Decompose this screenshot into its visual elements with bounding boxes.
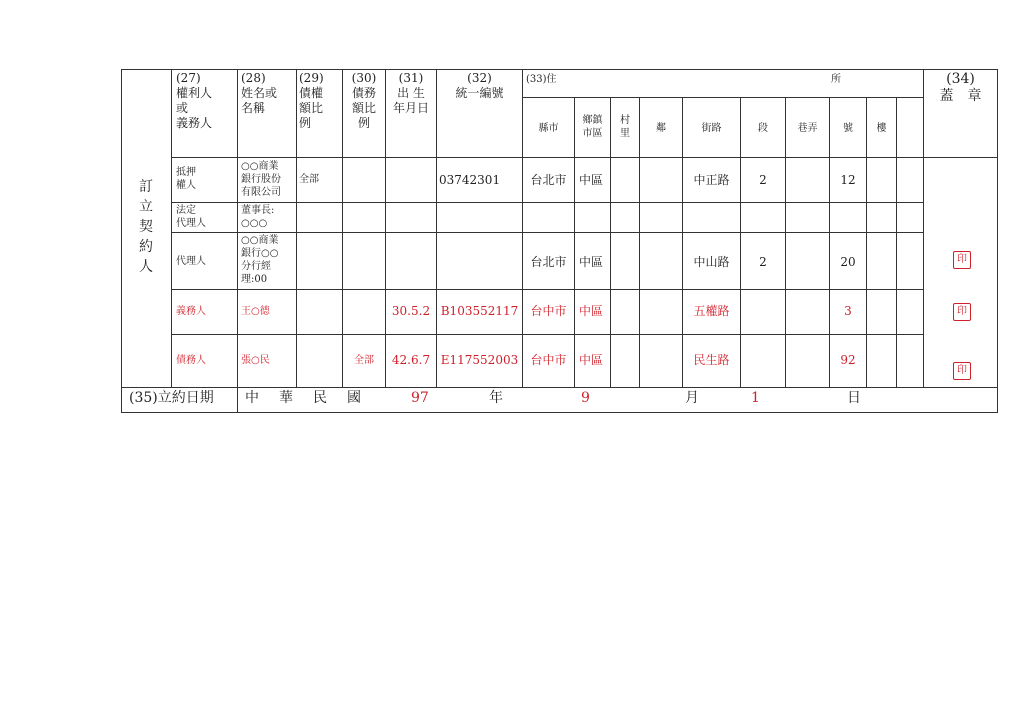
row-4-seal-stamp: 印: [953, 303, 971, 321]
header-id-number: (32) 統一編號: [455, 71, 504, 100]
header-seal-label: 蓋 章: [939, 88, 982, 104]
row-4-id-number: B103552117: [440, 304, 519, 318]
row-5-street: 民生路: [693, 353, 730, 367]
row-5-birth-date: 42.6.7: [391, 353, 431, 367]
row-2-name: 董事長: ○○○: [241, 205, 275, 229]
row-4-number: 3: [844, 304, 852, 318]
row-3-name: ○○商業 銀行○○ 分行經 理:00: [241, 235, 279, 285]
era-char-1: 中: [245, 390, 259, 406]
row-1-district: 中區: [579, 173, 604, 187]
era-char-3: 民: [313, 390, 327, 406]
subheader-neighborhood: 鄰: [656, 123, 666, 134]
row-5-district: 中區: [579, 353, 604, 367]
row-3-section: 2: [759, 255, 767, 269]
contract-day: 1: [751, 390, 760, 406]
month-unit: 月: [685, 390, 699, 406]
subheader-township: 鄉鎮 市區: [582, 115, 603, 139]
row-3-number: 20: [840, 255, 856, 269]
row-1-name: ○○商業 銀行股份 有限公司: [241, 161, 281, 198]
row-3-seal-stamp: 印: [953, 251, 971, 269]
row-4-birth-date: 30.5.2: [391, 304, 431, 318]
subheader-number: 號: [843, 123, 853, 134]
row-1-county: 台北市: [530, 173, 567, 187]
header-rights-or-obligation: (27) 權利人 或 義務人: [176, 71, 213, 130]
row-1-role: 抵押 權人: [176, 167, 196, 191]
row-1-credit-ratio: 全部: [299, 174, 319, 185]
header-address: (33)住: [526, 74, 557, 85]
contract-party-side-label: 訂 立 契 約 人: [139, 179, 153, 275]
header-seal-number: (34): [946, 71, 975, 87]
subheader-county: 縣市: [538, 123, 559, 134]
era-char-2: 華: [279, 390, 293, 406]
subheader-village: 村 里: [620, 115, 630, 139]
row-1-number: 12: [840, 173, 856, 187]
contract-year: 97: [411, 390, 429, 406]
row-3-district: 中區: [579, 255, 604, 269]
header-birth-date: (31) 出 生 年月日: [392, 71, 429, 115]
subheader-street: 街路: [701, 123, 722, 134]
year-unit: 年: [489, 390, 503, 406]
row-4-name: 王○德: [241, 306, 270, 317]
subheader-lane: 巷弄: [797, 123, 818, 134]
subheader-floor: 樓: [876, 123, 887, 134]
header-debt-ratio: (30) 債務 額比 例: [351, 71, 377, 130]
row-5-name: 張○民: [241, 355, 270, 366]
contract-party-form: [121, 69, 998, 413]
day-unit: 日: [847, 390, 861, 406]
row-5-debt-ratio: 全部: [354, 355, 374, 366]
row-1-street: 中正路: [693, 173, 730, 187]
row-5-seal-stamp: 印: [953, 362, 971, 380]
row-1-section: 2: [759, 173, 767, 187]
era-char-4: 國: [347, 390, 361, 406]
row-5-id-number: E117552003: [440, 353, 519, 367]
row-1-id-number: 03742301: [439, 173, 501, 187]
contract-date-label: (35)立約日期: [129, 390, 214, 406]
row-3-street: 中山路: [693, 255, 730, 269]
contract-month: 9: [581, 390, 590, 406]
row-3-role: 代理人: [176, 256, 206, 267]
row-4-county: 台中市: [530, 304, 567, 318]
header-name: (28) 姓名或 名稱: [241, 71, 278, 115]
row-4-street: 五權路: [693, 304, 730, 318]
row-2-role: 法定 代理人: [176, 205, 206, 229]
header-address-end: 所: [831, 74, 841, 85]
subheader-section: 段: [758, 123, 768, 134]
row-5-role: 債務人: [176, 355, 206, 366]
header-credit-ratio: (29) 債權 額比 例: [299, 71, 324, 130]
row-5-number: 92: [840, 353, 856, 367]
row-5-county: 台中市: [530, 353, 567, 367]
row-3-county: 台北市: [530, 255, 567, 269]
row-4-district: 中區: [579, 304, 604, 318]
row-4-role: 義務人: [176, 306, 206, 317]
